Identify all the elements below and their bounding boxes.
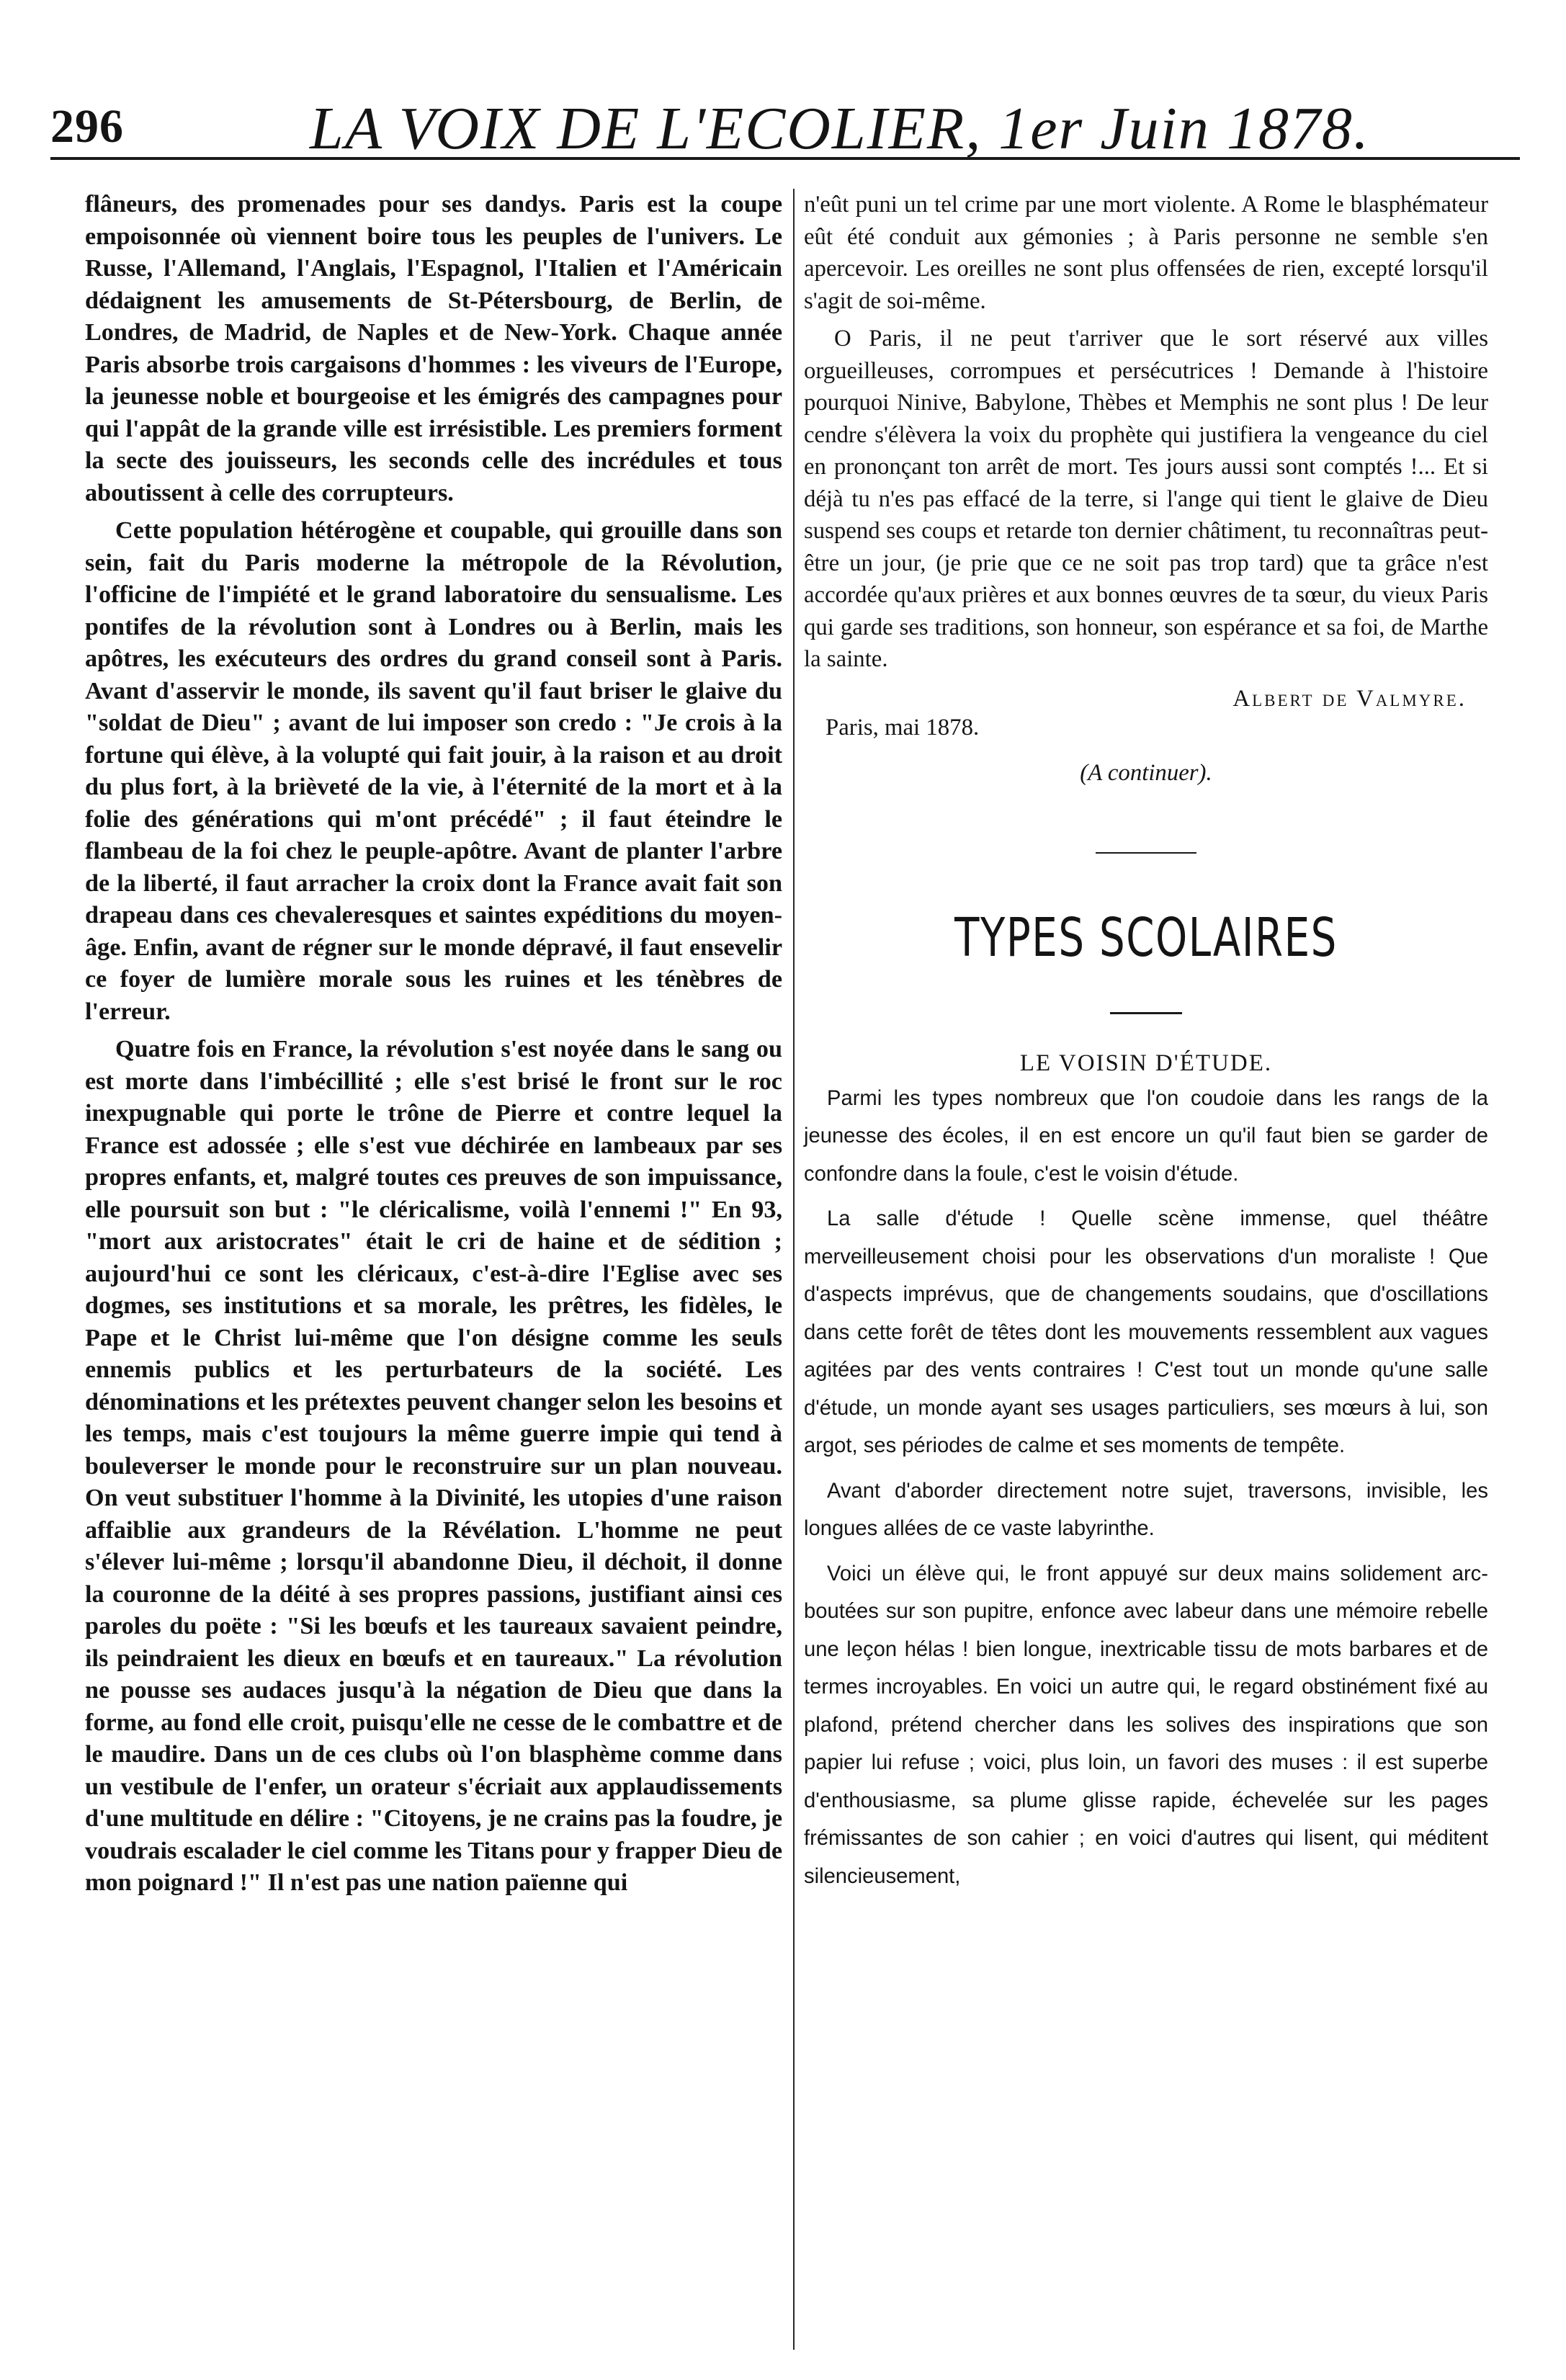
left-paragraph-1: flâneurs, des promenades pour ses dandys. Paris est la coupe empoisonnée où viennent boire tous les peuples de l'univers. Le Russe, l'Allemand, l'Anglais, l'Espagnol, l'Italien et l'Américain dédaignent les amusements de St-Pétersbourg, de Berlin, de Londres, de Madrid, de Naples et de New-York. Chaque année Paris absorbe trois cargaisons d'hommes : les viveurs de l'Europe, la jeunesse noble et bourgeoise et les émigrés des campagnes pour qui l'appât de la grande ville est irrésistible. Les premiers forment la secte des jouisseurs, les seconds celle des incrédules et tous aboutissent à celle des corrupteurs. (85, 191, 782, 506)
to-be-continued: (A continuer). (1080, 759, 1212, 786)
right-paragraph-1: n'eût puni un tel crime par une mort violente. A Rome le blasphémateur eût été conduit aux gémonies ; à Paris personne ne semble s'en apercevoir. Les oreilles ne sont plus offensées de rien, excepté lorsqu'il s'agit de soi-même. (804, 192, 1488, 314)
page-number: 296 (50, 100, 124, 153)
author-signature: Albert de Valmyre. (1232, 685, 1467, 712)
header-rule (50, 157, 1520, 160)
left-paragraph-2: Cette population hétérogène et coupable, qui grouille dans son sein, fait du Paris moderne la métropole de la Révolution, l'officine de l'impiété et le grand laboratoire du sensualisme. Les pontifes de la révolution sont à Londres ou à Berlin, mais les apôtres, les exécuteurs des ordres du grand conseil sont à Paris. Avant d'asservir le monde, ils savent qu'il faut briser le glaive du "soldat de Dieu" ; avant de lui imposer son credo : "Je crois à la fortune qui élève, à la volupté qui fait jouir, à la raison et au droit du plus fort, à la brièveté de la vie, à l'éternité de la mort et à la folie des générations qui m'ont précédé" ; il faut éteindre le flambeau de la foi chez le peuple-apôtre. Avant de planter l'arbre de la liberté, il faut arracher la croix dont la France avait fait son drapeau dans ces chevaleresques et saintes expéditions du moyen-âge. Enfin, avant de régner sur le monde dépravé, il faut ensevelir ce foyer de lumière morale sous les ruines et les ténèbres de l'erreur. (85, 517, 782, 1025)
dateline: Paris, mai 1878. (825, 715, 980, 741)
article-paragraph-1: Parmi les types nombreux que l'on coudoie dans les rangs de la jeunesse des écoles, il en est encore un qu'il faut bien se garder de confondre dans la foule, c'est le voisin d'étude. (804, 1086, 1488, 1186)
section-title: TYPES SCOLAIRES (954, 907, 1338, 969)
left-column (85, 189, 782, 1900)
journal-title: LA VOIX DE L'ECOLIER, 1er Juin 1878. (310, 95, 1370, 162)
article-subtitle: LE VOISIN D'ÉTUDE. (1019, 1050, 1273, 1076)
article-paragraph-4: Voici un élève qui, le front appuyé sur deux mains solidement arc-boutées sur son pupitre, enfonce avec labeur dans une mémoire rebelle une leçon hélas ! bien longue, inextricable tissu de mots barbares et de termes incroyables. En voici un autre qui, le regard obstinément fixé au plafond, prétend chercher dans les solives des inspirations que son papier lui refuse ; voici, plus loin, un favori des muses : il est superbe d'enthousiasme, sa plume glisse rapide, échevelée sur les pages frémissantes de son cahier ; en voici d'autres qui lisent, qui méditent silencieusement, (804, 1562, 1488, 1888)
section-rule-top (1096, 852, 1196, 854)
right-column (804, 189, 1488, 1895)
column-divider (793, 189, 795, 2350)
right-paragraph-2: O Paris, il ne peut t'arriver que le sort réservé aux villes orgueilleuses, corrompues et persécutrices ! Demande à l'histoire pourquoi Ninive, Babylone, Thèbes et Memphis ne sont plus ! De leur cendre s'élèvera la voix du prophète qui justifiera la vengeance du ciel en prononçant ton arrêt de mort. Tes jours aussi sont comptés !... Et si déjà tu n'es pas effacé de la terre, si l'ange qui tient le glaive de Dieu suspend ses coups et retarde ton dernier châtiment, tu reconnaîtras peut-être un jour, (je prie que ce ne soit pas trop tard) que ta grâce n'est accordée qu'aux prières et aux bonnes œuvres de ta sœur, du vieux Paris qui garde ses traditions, son honneur, son espérance et sa foi, de Marthe la sainte. (804, 326, 1488, 672)
article-paragraph-3: Avant d'aborder directement notre sujet, traversons, invisible, les longues allées de ce vaste labyrinthe. (804, 1479, 1488, 1540)
article-paragraph-2: La salle d'étude ! Quelle scène immense, quel théâtre merveilleusement choisi pour les observations d'un moraliste ! Que d'aspects imprévus, que de changements soudains, que d'oscillations dans cette forêt de têtes dont les mouvements ressemblent aux vagues agitées par des vents contraires ! C'est tout un monde qu'une salle d'étude, un monde ayant ses usages particuliers, ses mœurs à lui, son argot, ses périodes de calme et ses moments de tempête. (804, 1207, 1488, 1457)
section-rule-bottom (1110, 1012, 1182, 1014)
left-paragraph-3: Quatre fois en France, la révolution s'est noyée dans le sang ou est morte dans l'imbécillité ; elle s'est brisé le front sur le roc inexpugnable qui porte le trône de Pierre et contre lequel la France est adossée ; elle s'est vue déchirée en lambeaux par ses propres enfants, et, malgré toutes ces preuves de son impuissance, elle poursuit son but : "le cléricalisme, voilà l'ennemi !" En 93, "mort aux aristocrates" était le cri de haine et de sédition ; aujourd'hui ce sont les cléricaux, c'est-à-dire l'Eglise avec ses dogmes, ses institutions et sa morale, les prêtres, les fidèles, le Pape et le Christ lui-même que l'on désigne comme les seuls ennemis publics et les perturbateurs de la société. Les dénominations et les prétextes peuvent changer selon les besoins et les temps, mais c'est toujours la même guerre impie qui tend à bouleverser le monde pour le reconstruire sur un plan nouveau. On veut substituer l'homme à la Divinité, les utopies d'une raison affaiblie aux grandeurs de la Révélation. L'homme ne peut s'élever lui-même ; lorsqu'il abandonne Dieu, il déchoit, il donne la couronne de la déité à ses propres passions, justifiant ainsi ces paroles du poëte : "Si les bœufs et les taureaux savaient peindre, ils peindraient les dieux en bœufs et en taureaux." La révolution ne pousse ses audaces jusqu'à la négation de Dieu que dans la forme, au fond elle croit, puisqu'elle ne cesse de le combattre et de le maudire. Dans un de ces clubs où l'on blasphème comme dans un vestibule de l'enfer, un orateur s'écriait aux applaudissements d'une multitude en délire : "Citoyens, je ne crains pas la foudre, je voudrais escalader le ciel comme les Titans pour y frapper Dieu de mon poignard !" Il n'est pas une nation païenne qui (85, 1036, 782, 1896)
article-body (804, 1080, 1488, 1896)
masthead (50, 94, 1520, 173)
